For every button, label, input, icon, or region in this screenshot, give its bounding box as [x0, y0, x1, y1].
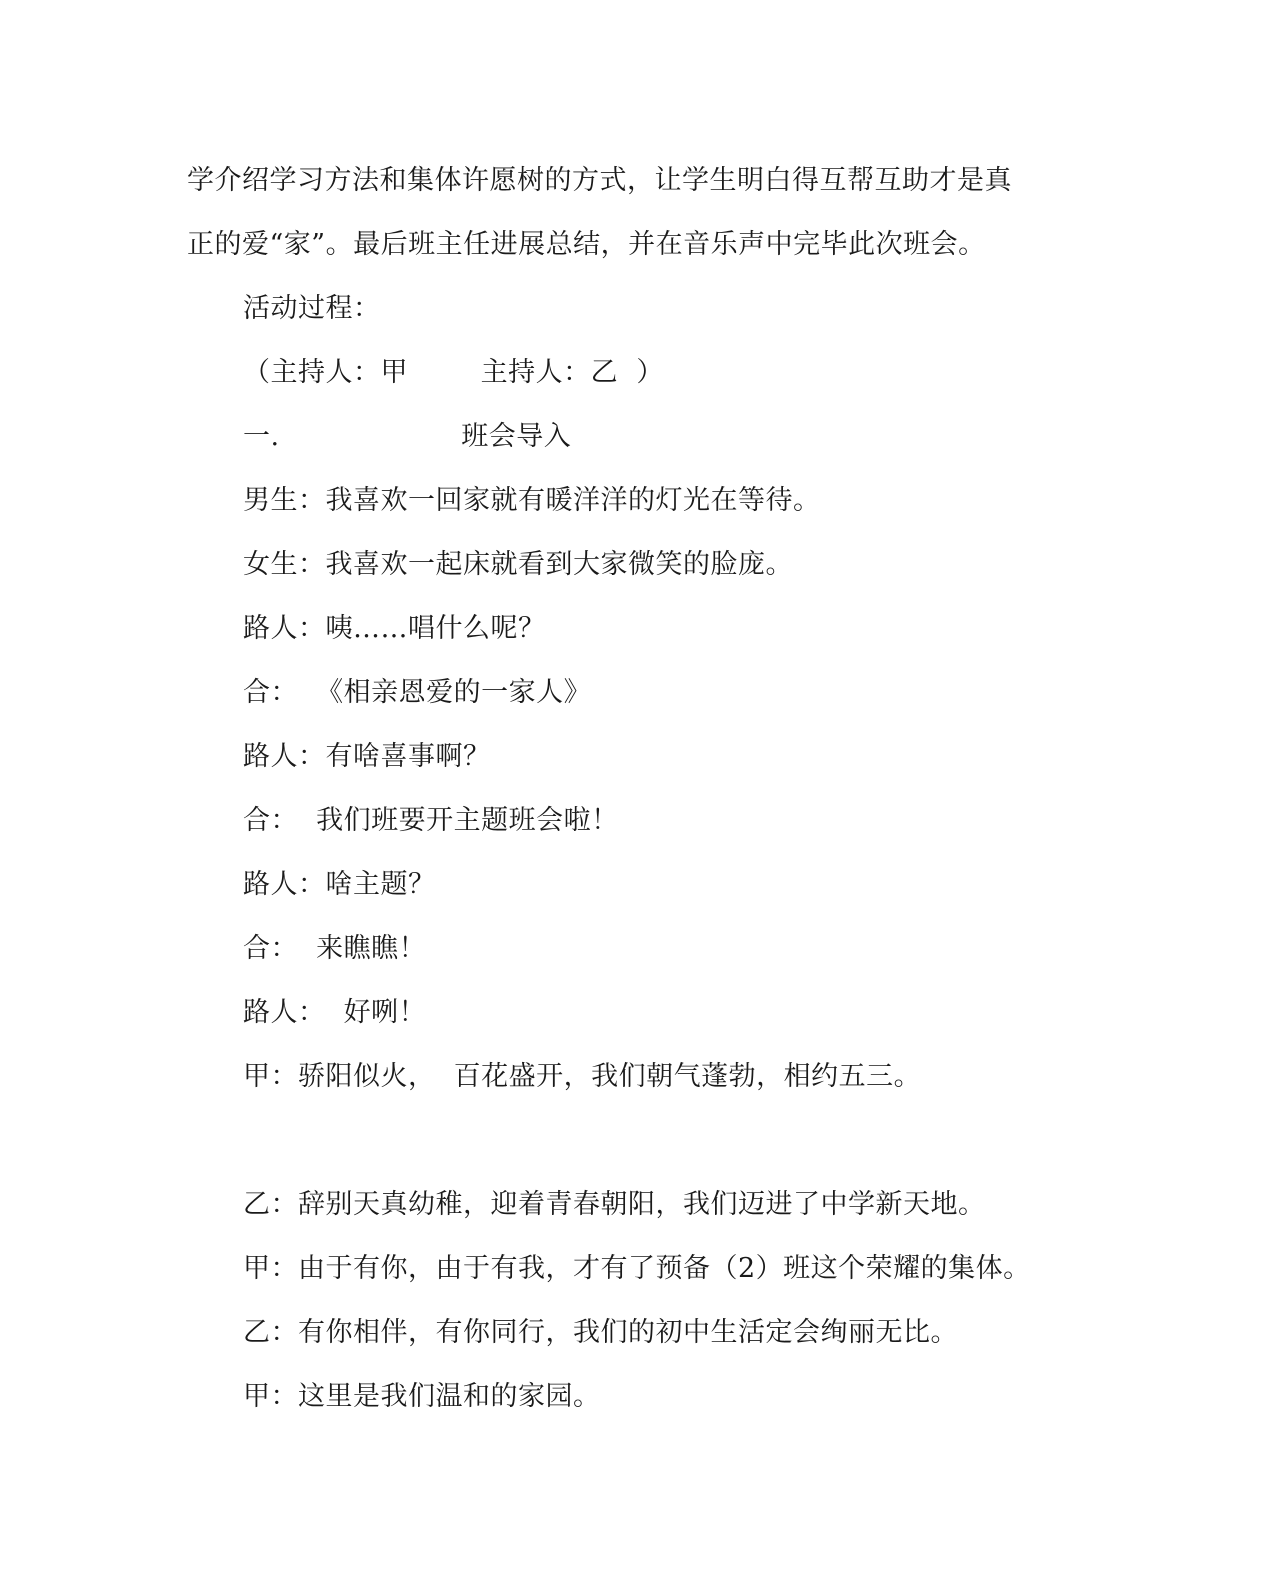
dialogue-line: 合： 《相亲恩爱的一家人》 — [243, 677, 592, 708]
dialogue-line: 甲：由于有你，由于有我，才有了预备（2）班这个荣耀的集体。 — [243, 1253, 1031, 1284]
dialogue-line: 甲：这里是我们温和的家园。 — [243, 1381, 601, 1412]
dialogue-line: 路人： 好咧！ — [243, 997, 427, 1028]
hosts-line: （主持人：甲 主持人：乙 ） — [243, 357, 664, 388]
dialogue-line: 合： 我们班要开主题班会啦！ — [243, 805, 619, 836]
dialogue-line: 女生：我喜欢一起床就看到大家微笑的脸庞。 — [243, 549, 793, 580]
paragraph-line-2: 正的爱“家”。最后班主任进展总结，并在音乐声中完毕此次班会。 — [187, 229, 986, 260]
section-heading-intro: 一. 班会导入 — [243, 421, 572, 452]
dialogue-line: 男生：我喜欢一回家就有暖洋洋的灯光在等待。 — [243, 485, 821, 516]
dialogue-line: 路人：咦……唱什么呢？ — [243, 613, 546, 644]
dialogue-line: 路人：啥主题？ — [243, 869, 436, 900]
dialogue-line: 乙：辞别天真幼稚，迎着青春朝阳，我们迈进了中学新天地。 — [243, 1189, 986, 1220]
dialogue-line: 甲：骄阳似火， 百花盛开，我们朝气蓬勃，相约五三。 — [243, 1061, 922, 1092]
paragraph-line-1: 学介绍学习方法和集体许愿树的方式，让学生明白得互帮互助才是真 — [187, 165, 1012, 196]
section-heading-process: 活动过程： — [243, 293, 381, 324]
dialogue-line: 路人：有啥喜事啊？ — [243, 741, 491, 772]
dialogue-line: 乙：有你相伴，有你同行，我们的初中生活定会绚丽无比。 — [243, 1317, 958, 1348]
dialogue-line: 合： 来瞧瞧！ — [243, 933, 427, 964]
